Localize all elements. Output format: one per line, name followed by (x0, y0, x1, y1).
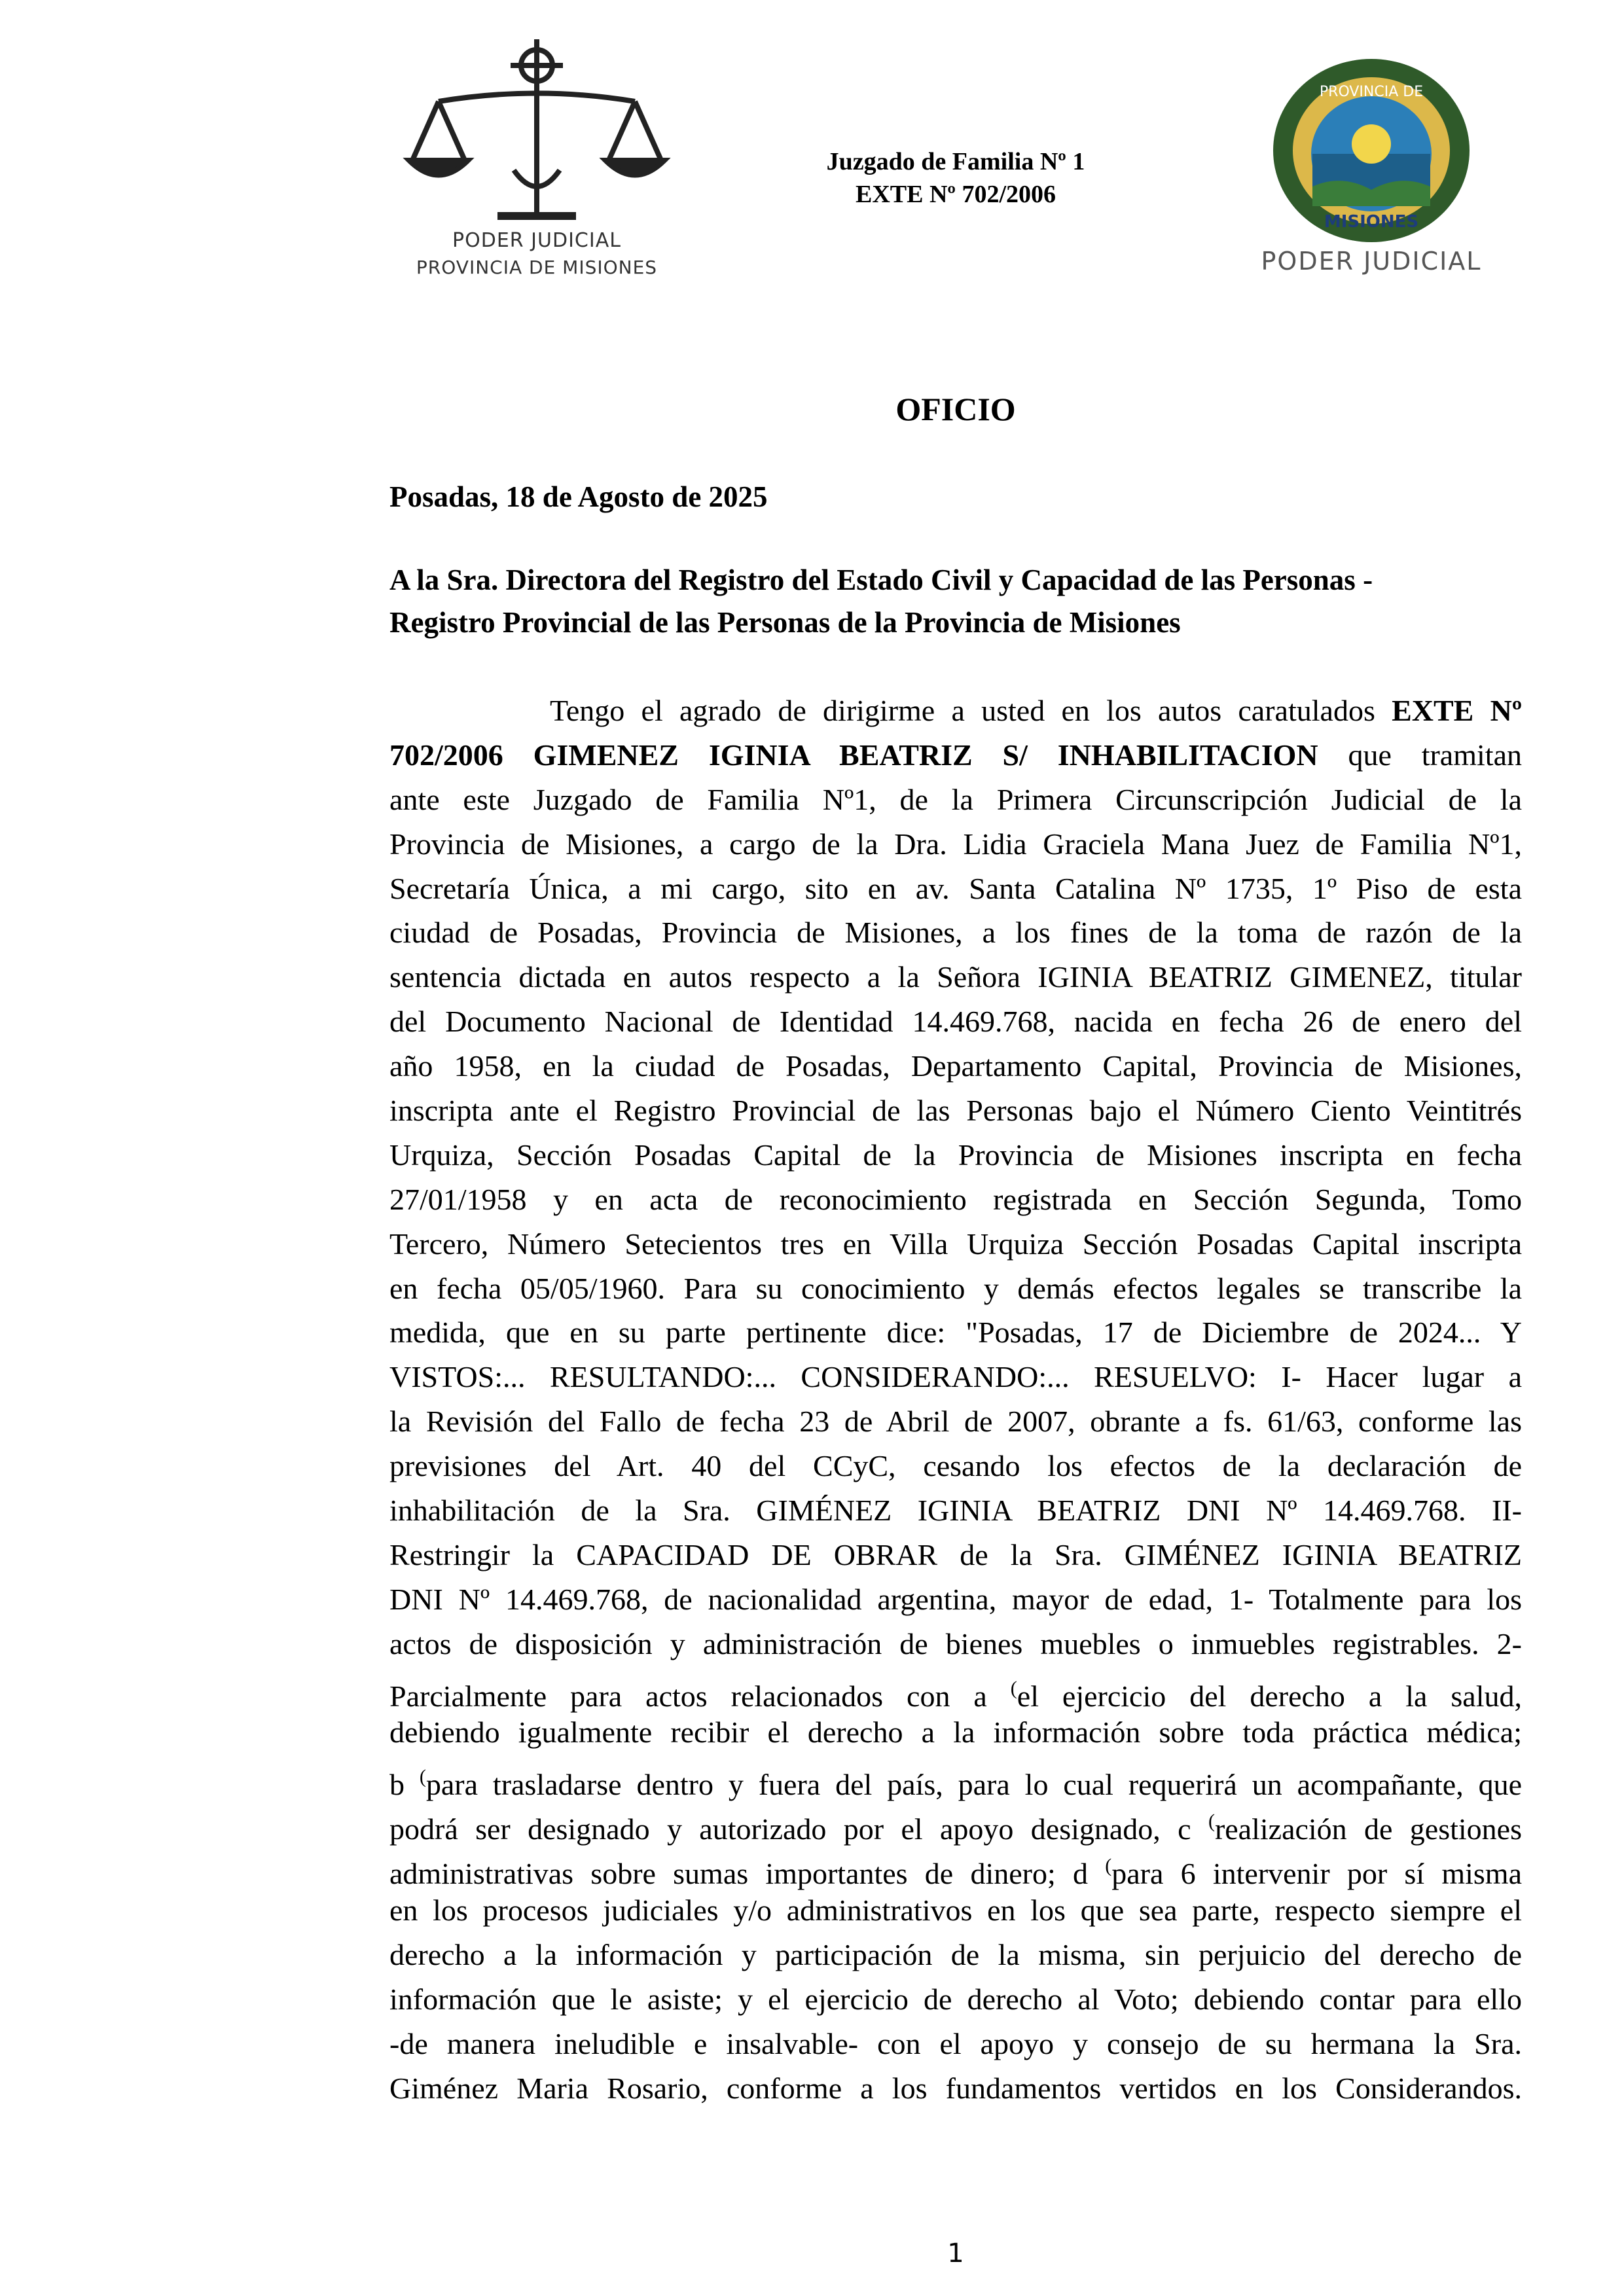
body-line (389, 778, 1522, 822)
text: sentencia dictada en autos respecto a la Señora IGINIA BEATRIZ GIMENEZ, titular (389, 960, 1522, 994)
body-paragraph (389, 689, 1522, 2111)
bold-text: EXTE Nº (1392, 694, 1523, 727)
body-line (389, 1044, 1522, 1088)
body-line (389, 1622, 1522, 1666)
body-line (389, 1399, 1522, 1444)
text: actos de disposición y administración de bienes muebles o inmuebles registrables. 2- (389, 1626, 1522, 1660)
provincia-misiones-seal-logo (1244, 56, 1499, 291)
body-line (389, 822, 1522, 867)
text: Restringir la CAPACIDAD DE OBRAR de la Sra. GIMÉNEZ IGINIA BEATRIZ (389, 1537, 1522, 1571)
body-line (389, 1933, 1522, 1977)
body-line (389, 867, 1522, 911)
seal-bottom-text: MISIONES (1324, 212, 1419, 232)
page-number: 1 (947, 2238, 964, 2269)
body-line (389, 1133, 1522, 1177)
text: inscripta ante el Registro Provincial de las Personas bajo el Número Ciento Veintitrés (389, 1094, 1522, 1128)
body-line (389, 1310, 1522, 1355)
body-line (389, 1177, 1522, 1222)
text: Giménez Maria Rosario, conforme a los fundamentos vertidos en los Considerandos. (389, 2071, 1522, 2105)
logo-left-line1: PODER JUDICIAL (452, 229, 621, 252)
text: 27/01/1958 y en acta de reconocimiento registrada en Sección Segunda, Tomo (389, 1182, 1522, 1216)
text: podrá ser designado y autorizado por el apoyo designado, c (389, 1812, 1208, 1846)
text: en los procesos judiciales y/o administrativos en los que sea parte, respecto siempre el (389, 1893, 1522, 1928)
text: debiendo igualmente recibir el derecho a la información sobre toda práctica médica; (389, 1715, 1522, 1749)
text: en fecha 05/05/1960. Para su conocimiento y demás efectos legales se transcribe la (389, 1271, 1522, 1305)
body-line (389, 910, 1522, 955)
body-line (389, 1488, 1522, 1533)
court-name: Juzgado de Familia Nº 1 (826, 148, 1085, 175)
body-line (389, 1088, 1522, 1133)
body-line (389, 1577, 1522, 1622)
text: realización de gestiones (1214, 1812, 1523, 1846)
addressee-line-1: A la Sra. Directora del Registro del Estado Civil y Capacidad de las Personas - (389, 564, 1373, 596)
text: para 6 intervenir por sí misma (1111, 1857, 1523, 1891)
text: Secretaría Única, a mi cargo, sito en av. Santa Catalina Nº 1735, 1º Piso de esta (389, 871, 1522, 905)
logo-left-line2: PROVINCIA DE MISIONES (416, 257, 658, 278)
body-line (389, 1888, 1522, 1933)
text: ciudad de Posadas, Provincia de Misiones, a los fines de la toma de razón de la (389, 916, 1522, 950)
text: para trasladarse dentro y fuera del país, para lo cual requerirá un acompañante, que (425, 1768, 1523, 1802)
body-line (389, 1222, 1522, 1266)
logo-right-caption: PODER JUDICIAL (1261, 247, 1482, 276)
file-number: EXTE Nº 702/2006 (855, 181, 1056, 208)
text: Parcialmente para actos relacionados con a (389, 1679, 1011, 1713)
text: administrativas sobre sumas importantes de dinero; d (389, 1857, 1106, 1891)
bold-text: 702/2006 GIMENEZ IGINIA BEATRIZ S/ INHABILITACION (389, 738, 1318, 772)
text: del Documento Nacional de Identidad 14.469.768, nacida en fecha 26 de enero del (389, 1005, 1522, 1039)
body-line (389, 1799, 1522, 1844)
body-line (389, 733, 1522, 778)
text: el ejercicio del derecho a la salud, (1017, 1679, 1522, 1713)
text: Tercero, Número Setecientos tres en Villa Urquiza Sección Posadas Capital inscripta (389, 1227, 1522, 1261)
text: inhabilitación de la Sra. GIMÉNEZ IGINIA BEATRIZ DNI Nº 14.469.768. II- (389, 1494, 1522, 1528)
text: Provincia de Misiones, a cargo de la Dra. Lidia Graciela Mana Juez de Familia Nº1, (389, 827, 1522, 861)
text: Tengo el agrado de dirigirme a usted en los autos caratulados (550, 694, 1392, 727)
body-line (389, 2066, 1522, 2111)
body-line (389, 1666, 1522, 1711)
body-line (389, 2022, 1522, 2066)
body-line (389, 999, 1522, 1044)
text: DNI Nº 14.469.768, de nacionalidad argentina, mayor de edad, 1- Totalmente para los (389, 1582, 1522, 1616)
text: información que le asiste; y el ejercicio de derecho al Voto; debiendo contar para ello (389, 1982, 1522, 2016)
body-line (389, 1533, 1522, 1577)
raised-parenthesis: ( (1208, 1810, 1215, 1833)
raised-parenthesis: ( (419, 1766, 426, 1788)
text: ante este Juzgado de Familia Nº1, de la Primera Circunscripción Judicial de la (389, 782, 1522, 816)
text: b (389, 1768, 420, 1802)
body-line (389, 1977, 1522, 2022)
document-date: Posadas, 18 de Agosto de 2025 (389, 480, 768, 513)
body-line (389, 955, 1522, 999)
text: que tramitan (1318, 738, 1522, 772)
provincial-seal-icon (1244, 56, 1499, 245)
body-line (389, 1755, 1523, 1802)
raised-parenthesis: ( (1105, 1855, 1112, 1877)
body-line (389, 689, 1522, 733)
scales-of-justice-icon (399, 39, 674, 229)
text: VISTOS:... RESULTANDO:... CONSIDERANDO:... RESUELVO: I- Hacer lugar a (389, 1360, 1522, 1394)
seal-top-text: PROVINCIA DE (1319, 84, 1424, 100)
body-line (389, 1355, 1522, 1399)
text: la Revisión del Fallo de fecha 23 de Abril de 2007, obrante a fs. 61/63, conforme las (389, 1405, 1522, 1439)
raised-parenthesis: ( (1010, 1677, 1017, 1699)
text: derecho a la información y participación de la misma, sin perjuicio del derecho de (389, 1937, 1522, 1971)
body-line (389, 1844, 1523, 1891)
body-line (389, 1710, 1522, 1755)
addressee-line-2: Registro Provincial de las Personas de la Provincia de Misiones (389, 606, 1181, 639)
text: medida, que en su parte pertinente dice: "Posadas, 17 de Diciembre de 2024... Y (389, 1316, 1522, 1350)
text: año 1958, en la ciudad de Posadas, Departamento Capital, Provincia de Misiones, (389, 1049, 1522, 1083)
text: previsiones del Art. 40 del CCyC, cesando los efectos de la declaración de (389, 1449, 1522, 1483)
body-line (389, 1266, 1522, 1311)
text: -de manera ineludible e insalvable- con el apoyo y consejo de su hermana la Sra. (389, 2026, 1522, 2060)
poder-judicial-scales-logo (399, 39, 674, 295)
body-line (389, 1444, 1522, 1488)
text: Urquiza, Sección Posadas Capital de la Provincia de Misiones inscripta en fecha (389, 1138, 1522, 1172)
document-title: OFICIO (895, 391, 1016, 427)
